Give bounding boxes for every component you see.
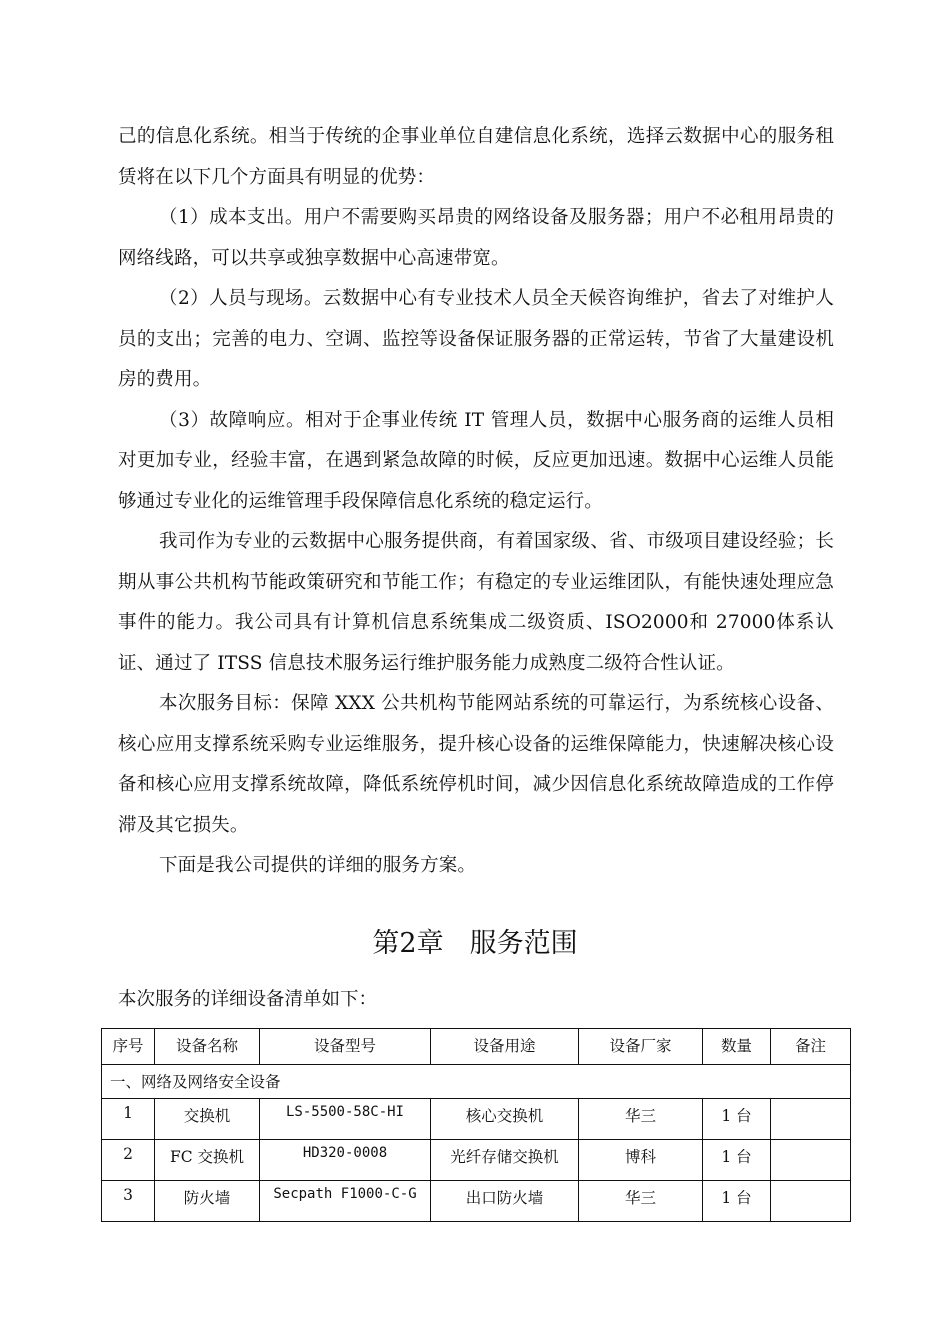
chapter-title-text: 服务范围 — [469, 928, 578, 959]
paragraph-staff: （2）人员与现场。云数据中心有专业技术人员全天候咨询维护，省去了对维护人员的支出；完善的电力、空调、监控等设备保证服务器的正常运转，节省了大量建设机房的费用。 — [118, 288, 834, 390]
chapter-heading — [0, 920, 950, 968]
table-cell: Secpath F1000-C-G — [260, 1181, 431, 1222]
table-cell — [771, 1140, 851, 1181]
table-cell: 华三 — [579, 1099, 703, 1140]
table-row — [102, 1099, 851, 1140]
chapter-number: 第2章 — [372, 928, 444, 959]
table-cell: 博科 — [579, 1140, 703, 1181]
header-cell: 设备名称 — [155, 1029, 260, 1065]
table-cell: 交换机 — [155, 1099, 260, 1140]
table-cell — [771, 1181, 851, 1222]
table-cell: HD320-0008 — [260, 1140, 431, 1181]
paragraph-company-intro: 我司作为专业的云数据中心服务提供商，有着国家级、省、市级项目建设经验；长期从事公共机构节能政策研究和节能工作；有稳定的专业运维团队，有能快速处理应急事件的能力。我公司具有计算机信息系统集成二级资质、ISO2000和 27000体系认证、通过了 ITSS 信息技术服务运行维护服务能力成熟度二级符合性认证。 — [118, 531, 834, 674]
table-cell: LS-5500-58C-HI — [260, 1099, 431, 1140]
table-header-row — [102, 1029, 851, 1065]
table-cell: FC 交换机 — [155, 1140, 260, 1181]
table-cell: 核心交换机 — [431, 1099, 579, 1140]
table-cell: 1 — [102, 1099, 155, 1140]
table-group-row — [102, 1065, 851, 1099]
table-cell: 1 台 — [703, 1099, 771, 1140]
paragraph-cost: （1）成本支出。用户不需要购买昂贵的网络设备及服务器；用户不必租用昂贵的网络线路，可以共享或独享数据中心高速带宽。 — [118, 207, 834, 269]
body-text — [118, 117, 834, 887]
table-cell: 1 台 — [703, 1181, 771, 1222]
header-cell: 设备厂家 — [579, 1029, 703, 1065]
paragraph-continuation: 己的信息化系统。相当于传统的企事业单位自建信息化系统，选择云数据中心的服务租赁将在以下几个方面具有明显的优势： — [118, 126, 834, 188]
table-cell: 2 — [102, 1140, 155, 1181]
paragraph-service-goal: 本次服务目标：保障 XXX 公共机构节能网站系统的可靠运行，为系统核心设备、核心应用支撑系统采购专业运维服务，提升核心设备的运维保障能力，快速解决核心设备和核心应用支撑系统故障，降低系统停机时间，减少因信息化系统故障造成的工作停滞及其它损失。 — [118, 693, 834, 836]
table-row — [102, 1181, 851, 1222]
header-cell: 设备型号 — [260, 1029, 431, 1065]
table-cell: 出口防火墙 — [431, 1181, 579, 1222]
table-cell: 防火墙 — [155, 1181, 260, 1222]
table-cell: 光纤存储交换机 — [431, 1140, 579, 1181]
paragraph-fault-response: （3）故障响应。相对于企事业传统 IT 管理人员，数据中心服务商的运维人员相对更加专业，经验丰富，在遇到紧急故障的时候，反应更加迅速。数据中心运维人员能够通过专业化的运维管理手段保障信息化系统的稳定运行。 — [118, 409, 834, 512]
header-cell: 数量 — [703, 1029, 771, 1065]
header-cell: 序号 — [102, 1029, 155, 1065]
table-cell: 华三 — [579, 1181, 703, 1222]
equipment-table — [101, 1028, 851, 1222]
table-cell: 3 — [102, 1181, 155, 1222]
header-cell: 设备用途 — [431, 1029, 579, 1065]
paragraph-plan-intro: 下面是我公司提供的详细的服务方案。 — [159, 855, 477, 876]
table-cell: 1 台 — [703, 1140, 771, 1181]
table-cell — [771, 1099, 851, 1140]
table-row — [102, 1140, 851, 1181]
group-label: 一、网络及网络安全设备 — [102, 1065, 851, 1099]
header-cell: 备注 — [771, 1029, 851, 1065]
table-intro: 本次服务的详细设备清单如下： — [118, 989, 378, 1010]
